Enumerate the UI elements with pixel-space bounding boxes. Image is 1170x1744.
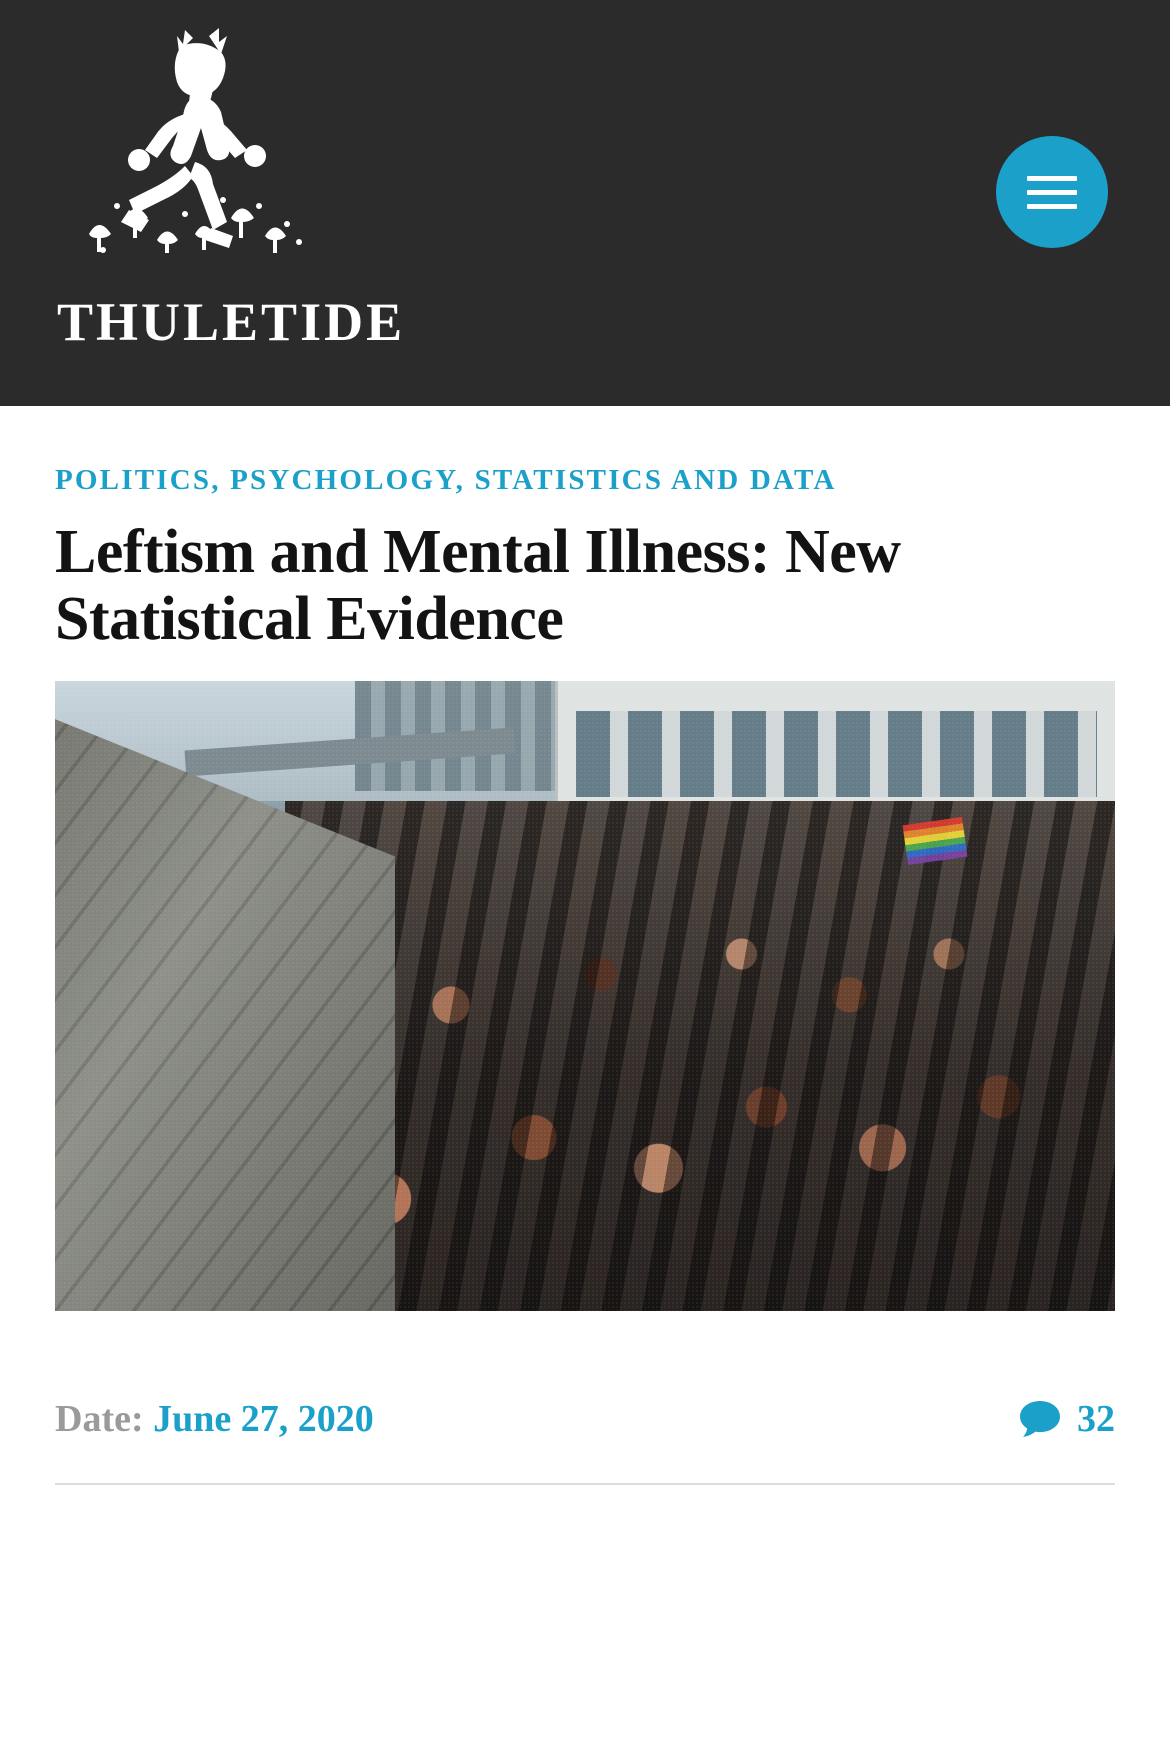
date-label: Date: — [55, 1397, 144, 1440]
site-logo[interactable] — [73, 28, 313, 253]
hamburger-menu-icon — [1027, 176, 1077, 181]
article-meta — [0, 1397, 1170, 1441]
meta-divider — [55, 1483, 1115, 1485]
publish-date — [55, 1397, 374, 1441]
date-value[interactable]: June 27, 2020 — [153, 1397, 374, 1440]
site-header — [0, 0, 1170, 406]
image-grain-overlay — [55, 681, 1115, 1311]
site-title[interactable]: THULETIDE — [57, 292, 406, 352]
comments-link[interactable] — [1019, 1397, 1115, 1441]
featured-image[interactable] — [55, 681, 1115, 1311]
hamburger-menu-button[interactable] — [996, 136, 1108, 248]
comments-count: 32 — [1077, 1397, 1115, 1440]
dancing-faun-mushrooms-logo-icon — [73, 28, 313, 253]
comment-bubble-icon — [1019, 1400, 1061, 1438]
hamburger-menu-icon-bar-2 — [1027, 190, 1077, 195]
article-categories[interactable]: POLITICS, PSYCHOLOGY, STATISTICS AND DATA — [55, 464, 837, 496]
article — [0, 406, 1170, 1311]
hamburger-menu-icon-bar-3 — [1027, 204, 1077, 209]
article-title[interactable]: Leftism and Mental Illness: New Statistical Evidence — [55, 518, 901, 653]
